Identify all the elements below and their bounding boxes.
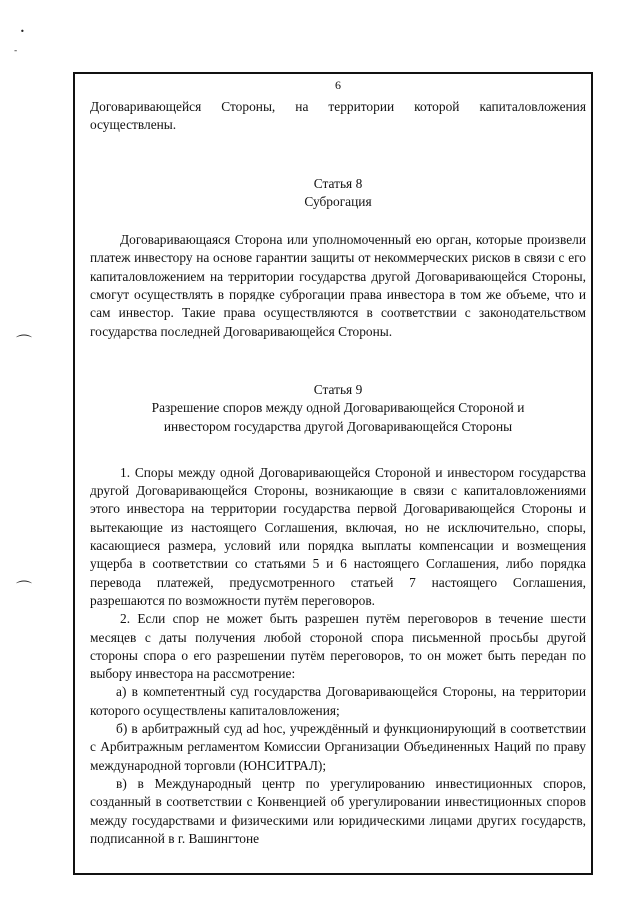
article-9-title-line-1: Разрешение споров между одной Договаривающейся Стороной и [151, 400, 525, 416]
margin-arc-mark-1: ⌒ [16, 333, 33, 352]
article-8-text: Договаривающаяся Сторона или уполномоченный ею орган, которые произвели платеж инвестору на основе гарантии защиты от некоммерческих рисков в связи с его капиталовложением на территории государства другой Договаривающейся Стороны, смогут осуществлять в порядке суброгации права инвестора в том же объеме, что и сам инвестор. Такие права осуществляются в соответствии с законодательством государства последней Договаривающейся Стороны. [90, 232, 586, 339]
margin-arc-mark-2: ⌒ [16, 579, 33, 598]
article-9-paragraph-2: 2. Если спор не может быть разрешен путём переговоров в течение шести месяцев с даты получения любой стороной спора письменной просьбы другой стороны спора о его разрешении путём переговоров, то он может быть передан по выбору инвестора на рассмотрение: [90, 611, 586, 682]
page-number: 6 [335, 78, 341, 92]
article-8-title: Суброгация [304, 193, 372, 209]
article-9-item-c: в) в Международный центр по урегулированию инвестиционных споров, созданный в соответствии с Конвенцией об урегулировании инвестиционных споров между государствами и физическими или юридическими лицами других государств, подписанной в г. Вашингтоне [90, 775, 586, 846]
intro-paragraph: Договаривающейся Стороны, на территории которой капиталовложения осуществлены. [90, 99, 586, 133]
margin-dot-mark: • [20, 27, 25, 36]
article-8-heading: Статья 8 [313, 175, 363, 191]
article-9-heading: Статья 9 [313, 381, 363, 397]
article-9-item-b: б) в арбитражный суд ad hoc, учреждённый и функционирующий в соответствии с Арбитражным регламентом Комиссии Организации Объединенных Наций по праву международной торговли (ЮНСИТРАЛ); [90, 721, 586, 773]
margin-dash-mark: - [14, 46, 18, 56]
article-9-item-a: а) в компетентный суд государства Договаривающейся Стороны, на территории которого осуществлены капиталовложения; [90, 684, 586, 718]
article-9-paragraph-1: 1. Споры между одной Договаривающейся Стороной и инвестором государства другой Договаривающейся Стороны, возникающие в связи с капиталовложениями этого инвестора на территории государства первой Договаривающейся Стороны и вытекающие из настоящего Соглашения, включая, но не исключительно, споры, касающиеся размера, условий или порядка выплаты компенсации и возмещения ущерба в соответствии со статьями 5 и 6 настоящего Соглашения, либо порядка перевода платежей, предусмотренного статьей 7 настоящего Соглашения, разрешаются по возможности путём переговоров. [90, 464, 586, 608]
article-9-title-line-2: инвестором государства другой Договаривающейся Стороны [163, 418, 513, 434]
document-body [90, 78, 586, 848]
